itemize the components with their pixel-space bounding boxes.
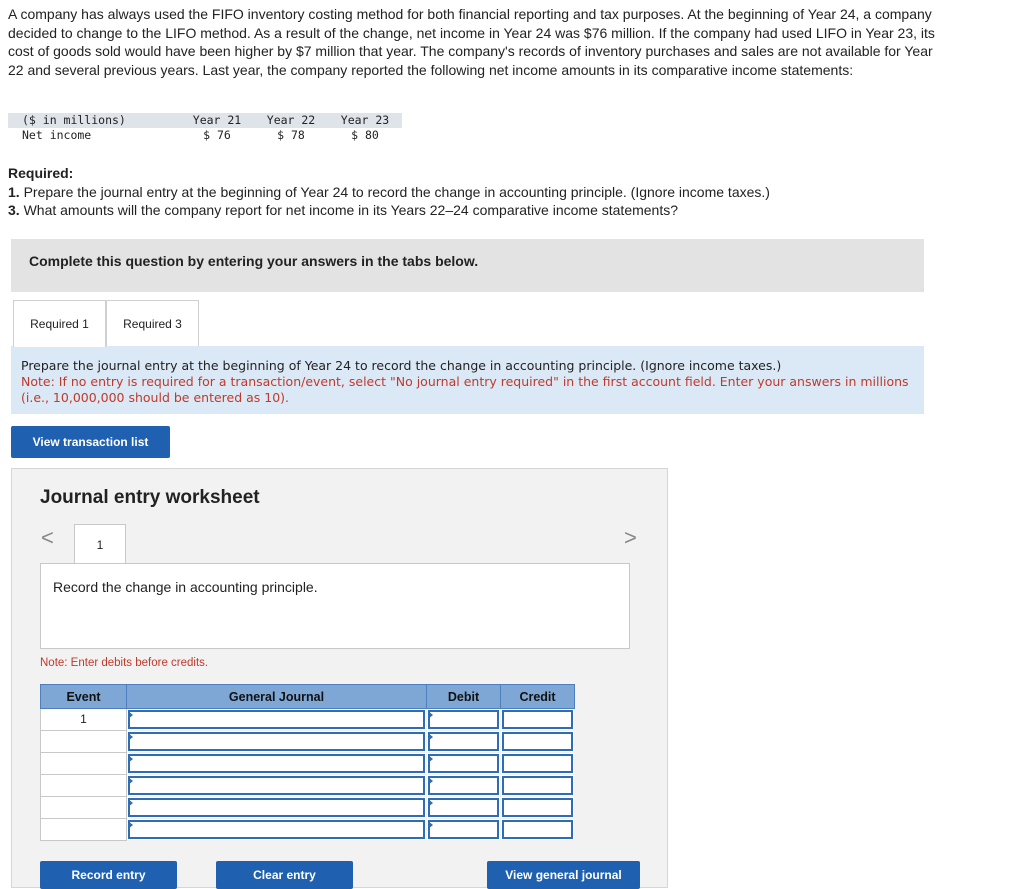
chevron-left-icon[interactable]: <	[41, 525, 54, 550]
column-header-general-journal: General Journal	[127, 685, 427, 709]
net-income-table	[8, 113, 402, 143]
table-header-label: ($ in millions)	[8, 113, 180, 128]
credit-field[interactable]	[501, 775, 575, 797]
entry-description	[40, 563, 630, 649]
debit-field[interactable]	[427, 753, 501, 775]
event-cell: 1	[41, 709, 127, 731]
event-cell	[41, 797, 127, 819]
column-header-credit: Credit	[501, 685, 575, 709]
account-field[interactable]	[127, 709, 427, 731]
net-income-value: $ 76	[203, 128, 231, 142]
clear-entry-button[interactable]: Clear entry	[216, 861, 353, 889]
instruction-panel	[11, 346, 924, 414]
chevron-right-icon[interactable]: >	[624, 525, 637, 550]
credit-field[interactable]	[501, 731, 575, 753]
table-row	[41, 753, 575, 775]
account-field[interactable]	[127, 753, 427, 775]
account-field[interactable]	[127, 819, 427, 841]
year-header: Year 22	[254, 113, 328, 128]
credit-field[interactable]	[501, 753, 575, 775]
debit-field[interactable]	[427, 775, 501, 797]
question-paragraph: A company has always used the FIFO inventory costing method for both financial reporting and tax purposes. At the beginning of Year 24, a company decided to change to the LIFO method. As a result of the change, net income in Year 24 was $76 million. If the company had used LIFO in Year 23, its cost of goods sold would have been higher by $7 million that year. The company's records of inventory purchases and sales are not available for Year 22 and several previous years. Last year, the company reported the following net income amounts in its comparative income statements:	[8, 6, 935, 78]
debit-field[interactable]	[427, 797, 501, 819]
required-item-3-number: 3.	[8, 202, 20, 218]
required-item-1-number: 1.	[8, 183, 20, 200]
view-transaction-list-button[interactable]: View transaction list	[11, 426, 170, 458]
account-field[interactable]	[127, 797, 427, 819]
tab-required-3[interactable]: Required 3	[106, 300, 199, 347]
required-section	[8, 164, 770, 220]
year-header: Year 23	[328, 113, 402, 128]
required-item-1: Prepare the journal entry at the beginning of Year 24 to record the change in accounting principle. (Ignore income taxes.)	[23, 183, 770, 200]
tab-required-1[interactable]: Required 1	[13, 300, 106, 347]
record-entry-button[interactable]: Record entry	[40, 861, 177, 889]
view-general-journal-button[interactable]: View general journal	[487, 861, 640, 889]
net-income-value: $ 80	[351, 128, 379, 142]
event-cell	[41, 753, 127, 775]
table-row	[41, 797, 575, 819]
event-cell	[41, 775, 127, 797]
debit-field[interactable]	[427, 819, 501, 841]
column-header-event: Event	[41, 685, 127, 709]
instruction-note: Note: If no entry is required for a transaction/event, select "No journal entry required" in the first account field. Enter your answers in millions (i.e., 10,000,000 should be entered as 10).	[21, 374, 909, 405]
table-row	[41, 731, 575, 753]
column-header-debit: Debit	[427, 685, 501, 709]
required-heading: Required:	[8, 165, 74, 181]
account-field[interactable]	[127, 775, 427, 797]
year-header: Year 21	[180, 113, 254, 128]
event-cell	[41, 819, 127, 841]
instruction-text: Prepare the journal entry at the beginning of Year 24 to record the change in accounting principle. (Ignore income taxes.)	[21, 358, 782, 373]
credit-field[interactable]	[501, 797, 575, 819]
table-row	[41, 819, 575, 841]
worksheet-title: Journal entry worksheet	[40, 487, 260, 508]
credit-field[interactable]	[501, 709, 575, 731]
instructions-banner: Complete this question by entering your answers in the tabs below.	[11, 239, 924, 292]
debits-before-credits-note: Note: Enter debits before credits.	[40, 657, 209, 669]
net-income-value: $ 78	[277, 128, 305, 142]
account-field[interactable]	[127, 731, 427, 753]
journal-table	[40, 684, 575, 841]
table-row	[41, 775, 575, 797]
credit-field[interactable]	[501, 819, 575, 841]
debit-field[interactable]	[427, 709, 501, 731]
required-item-3: What amounts will the company report for net income in its Years 22–24 comparative income statements?	[23, 202, 679, 218]
entry-tab-1[interactable]: 1	[74, 524, 126, 564]
row-label-net-income: Net income	[22, 128, 92, 142]
table-row	[41, 709, 575, 731]
event-cell	[41, 731, 127, 753]
journal-entry-worksheet	[11, 468, 668, 888]
debit-field[interactable]	[427, 731, 501, 753]
entry-description-text: Record the change in accounting principle.	[53, 579, 318, 595]
